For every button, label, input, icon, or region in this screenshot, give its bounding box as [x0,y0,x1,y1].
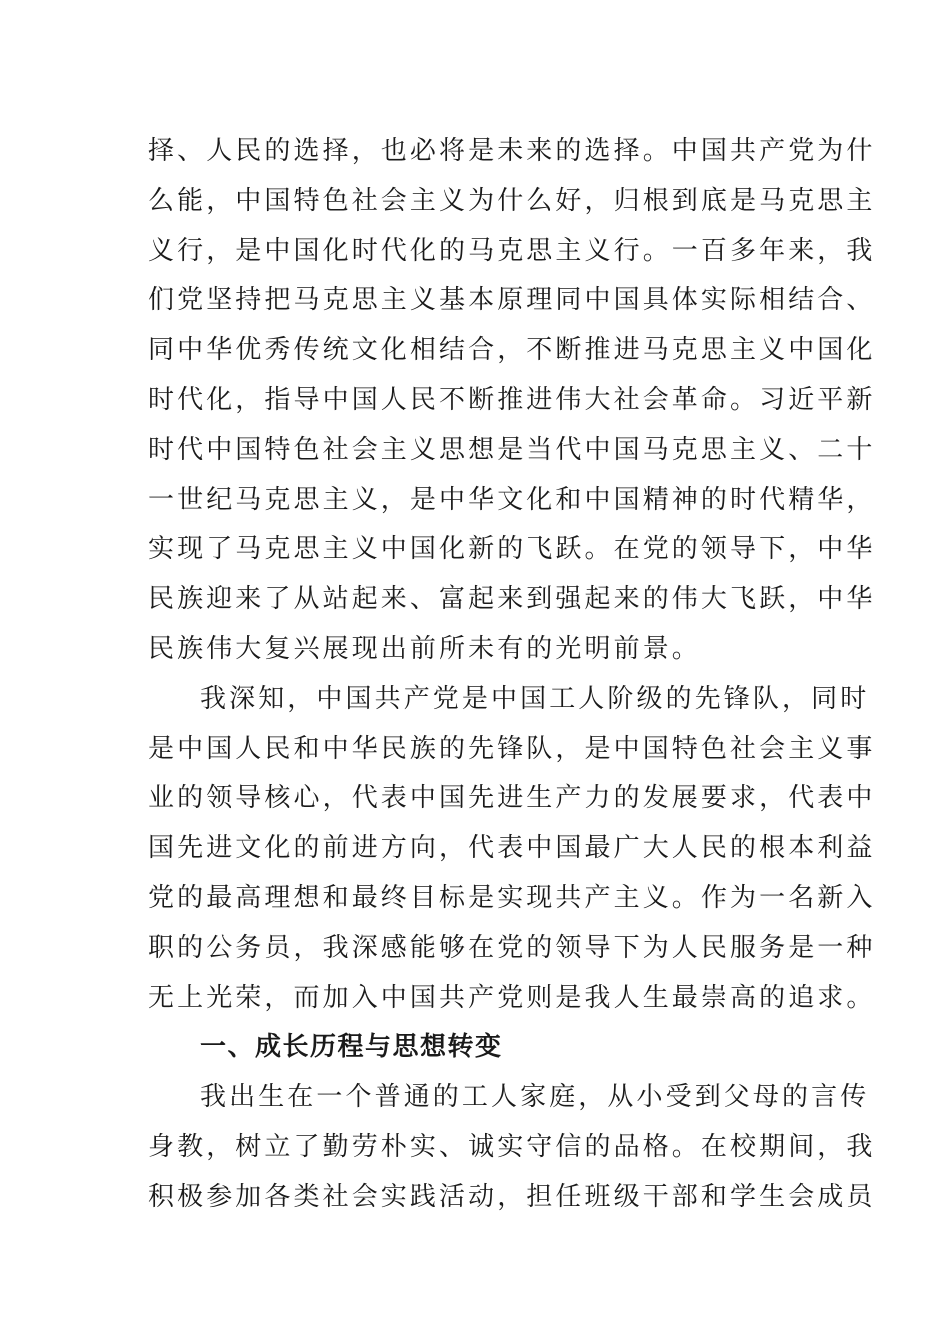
paragraph [148,1073,876,1222]
text-line: 么能，中国特色社会主义为什么好，归根到底是马克思主 [148,185,876,216]
text-line: 积极参加各类社会实践活动，担任班级干部和学生会成员 [148,1181,876,1212]
text-line: 时代化，指导中国人民不断推进伟大社会革命。习近平新 [148,384,876,415]
text-line: 我出生在一个普通的工人家庭，从小受到父母的言传 [200,1082,870,1113]
text-line: 是中国人民和中华民族的先锋队，是中国特色社会主义事 [148,733,876,764]
text-line: 民族迎来了从站起来、富起来到强起来的伟大飞跃，中华 [148,584,876,615]
paragraph [148,127,876,675]
text-line: 们党坚持把马克思主义基本原理同中国具体实际相结合、 [148,285,876,316]
section-heading: 一、成长历程与思想转变 [200,1032,503,1063]
text-line: 国先进文化的前进方向，代表中国最广大人民的根本利益 [148,833,876,864]
text-line: 民族伟大复兴展现出前所未有的光明前景。 [148,633,701,664]
text-line: 实现了马克思主义中国化新的飞跃。在党的领导下，中华 [148,534,876,565]
document-page [148,127,876,1223]
text-line: 择、人民的选择，也必将是未来的选择。中国共产党为什 [148,136,876,166]
text-line: 我深知，中国共产党是中国工人阶级的先锋队，同时 [200,683,870,714]
text-line: 职的公务员，我深感能够在党的领导下为人民服务是一种 [148,932,876,963]
text-line: 义行，是中国化时代化的马克思主义行。一百多年来，我 [148,235,876,266]
text-line: 同中华优秀传统文化相结合，不断推进马克思主义中国化 [148,335,876,366]
paragraph [148,675,876,1024]
text-line: 时代中国特色社会主义思想是当代中国马克思主义、二十 [148,434,876,465]
text-line: 一世纪马克思主义，是中华文化和中国精神的时代精华， [148,484,876,515]
text-line: 党的最高理想和最终目标是实现共产主义。作为一名新入 [148,882,876,913]
text-line: 身教，树立了勤劳朴实、诚实守信的品格。在校期间，我 [148,1131,876,1162]
text-line: 业的领导核心，代表中国先进生产力的发展要求，代表中 [148,783,876,814]
text-line: 无上光荣，而加入中国共产党则是我人生最崇高的追求。 [148,982,876,1013]
